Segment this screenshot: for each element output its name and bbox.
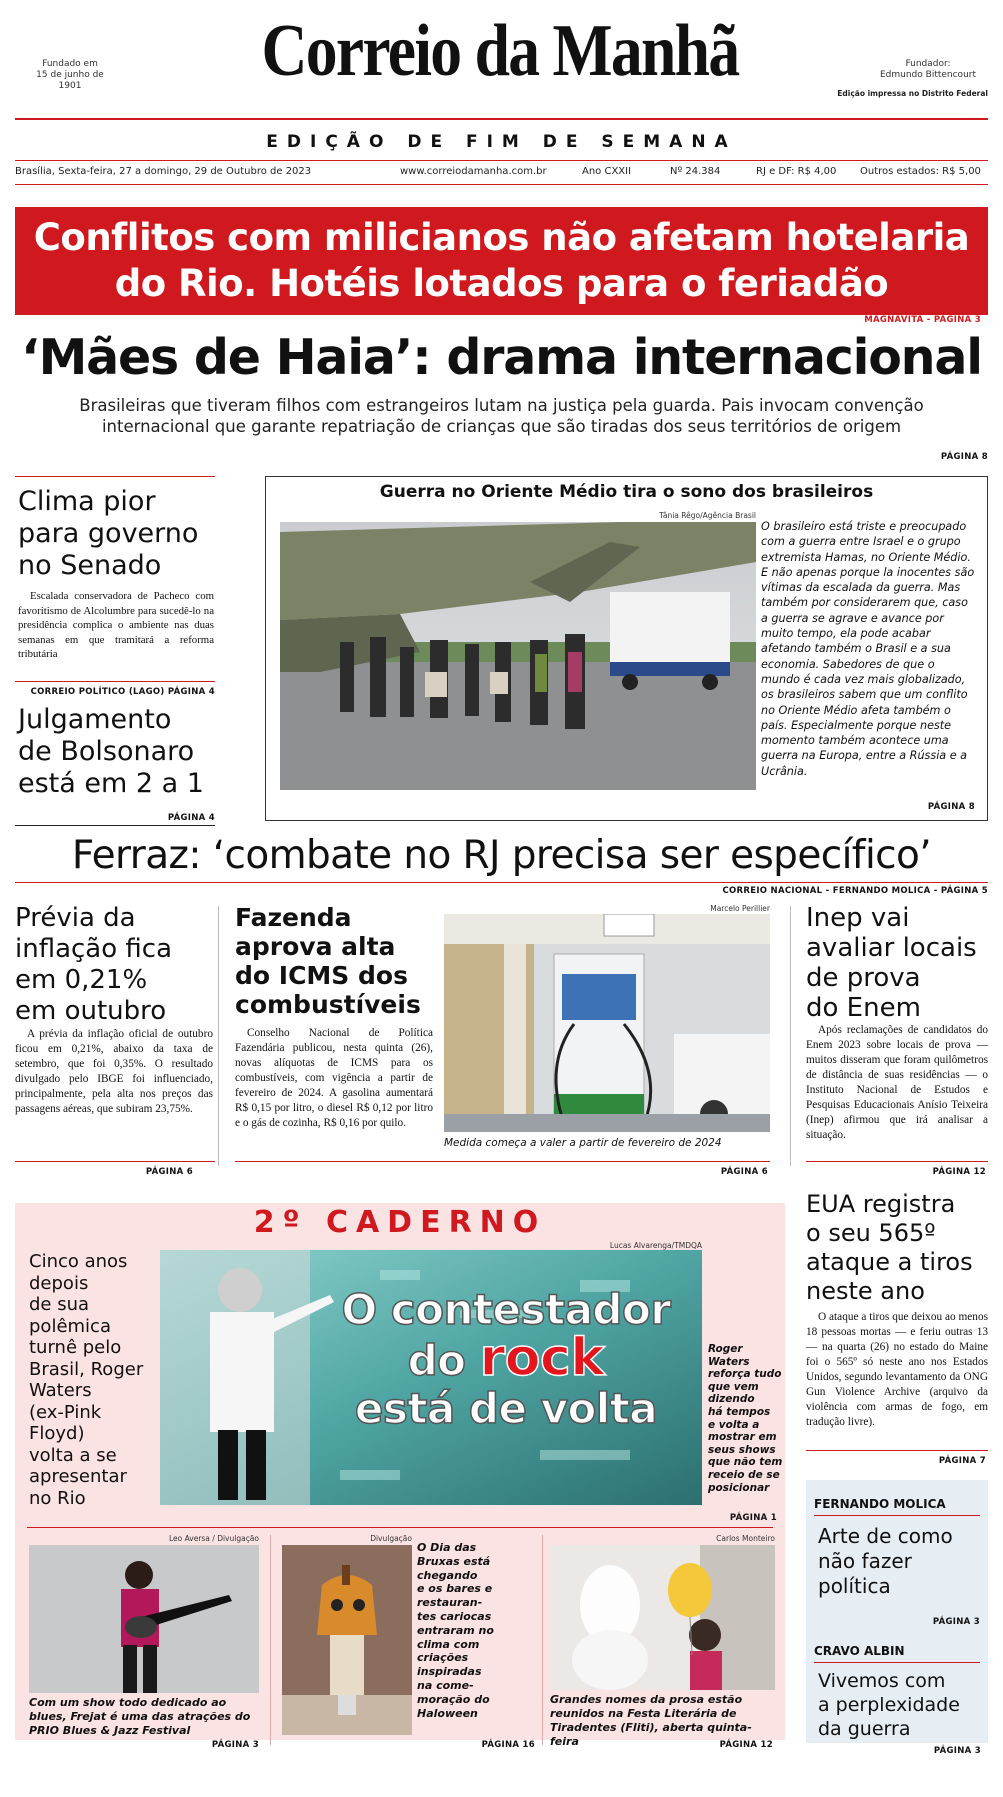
guerra-credit: Tânia Rêgo/Agência Brasil: [659, 511, 756, 520]
flit-credit: Carlos Monteiro: [716, 1534, 775, 1543]
caderno-box[interactable]: [15, 1203, 785, 1750]
clima-ref[interactable]: CORREIO POLÍTICO (LAGO) PÁGINA 4: [30, 687, 215, 697]
waters-overlay-title: O contestador do rock está de volta: [341, 1285, 671, 1433]
website-link[interactable]: www.correiodamanha.com.br: [400, 166, 547, 177]
waters-page[interactable]: PÁGINA 1: [729, 1513, 777, 1523]
fazenda-headline[interactable]: Fazenda aprova alta do ICMS dos combustíveis: [235, 903, 421, 1019]
printed-note: Edição impressa no Distrito Federal: [837, 89, 988, 98]
fazenda-photo: [444, 914, 770, 1132]
dateline-rule-top: [15, 160, 988, 161]
guerra-headline: Guerra no Oriente Médio tira o sono dos brasileiros: [379, 482, 874, 502]
ferraz-ref[interactable]: CORREIO NACIONAL - FERNANDO MOLICA - PÁGINA 5: [722, 886, 988, 896]
issue-number: Nº 24.384: [670, 166, 721, 177]
banner-ref[interactable]: MAGNAVITA - PÁGINA 3: [864, 315, 981, 325]
waters-photo: [160, 1250, 702, 1505]
halloween-photo: [282, 1545, 412, 1735]
edition-label: EDIÇÃO DE FIM DE SEMANA: [266, 132, 737, 152]
price-other: Outros estados: R$ 5,00: [860, 166, 981, 177]
caderno-credit: Lucas Alvarenga/TMDQA: [609, 1241, 702, 1250]
dateline: Brasília, Sexta-feira, 27 a domingo, 29 de Outubro de 2023: [15, 166, 312, 177]
dateline-bar: [15, 166, 988, 182]
albin-rule: [814, 1662, 980, 1663]
clima-body: Escalada conservadora de Pacheco com favoritismo de Alcolumbre para sucedê-lo na presidência complica o ambiente nas duas semanas em que tramitará a reforma tributária: [18, 590, 214, 660]
year: Ano CXXII: [582, 166, 632, 177]
fazenda-credit: Marcelo Perillier: [710, 904, 770, 913]
lead-headline[interactable]: ‘Mães de Haia’: drama internacional: [21, 329, 982, 386]
albin-page[interactable]: PÁGINA 3: [933, 1746, 981, 1756]
inep-headline[interactable]: Inep vai avaliar locais de prova do Enem: [806, 903, 977, 1023]
guitarist-photo-icon: [29, 1545, 259, 1693]
julgamento-page[interactable]: PÁGINA 4: [167, 813, 215, 823]
left-col-end-rule: [15, 825, 215, 826]
molica-title[interactable]: Arte de como não fazer política: [818, 1524, 953, 1598]
fazenda-page[interactable]: PÁGINA 6: [720, 1167, 768, 1177]
guerra-box[interactable]: [265, 476, 988, 821]
dateline-rule-bottom: [15, 184, 988, 185]
eua-body: O ataque a tiros que deixou ao menos 18 pessoas mortas — e feriu outras 13 — na quarta (26) no estado do Maine foi o 565º só neste ano nos Estados Unidos, segundo levantamento da ONG Gun Violence Archive (arquivo da violência com armas de fogo, em tradução livre).: [806, 1311, 988, 1428]
banner-box[interactable]: [15, 207, 988, 315]
clima-headline[interactable]: Clima pior para governo no Senado: [18, 486, 199, 581]
molica-page[interactable]: PÁGINA 3: [932, 1617, 980, 1627]
eua-headline[interactable]: EUA registra o seu 565º ataque a tiros neste ano: [806, 1190, 973, 1305]
pumpkin-drink-photo-icon: [282, 1545, 412, 1735]
price-local: RJ e DF: R$ 4,00: [756, 166, 837, 177]
banner-line-1: Conflitos com milicianos não afetam hotelaria: [33, 216, 970, 259]
flit-caption: Grandes nomes da prosa estão reunidos na Festa Literária de Tiradentes (Fliti), aberta quinta-feira: [550, 1693, 752, 1748]
molica-author: FERNANDO MOLICA: [814, 1497, 946, 1511]
frejat-caption: Com um show todo dedicado ao blues, Frejat é uma das atrações do PRIO Blues & Jazz Festival: [29, 1696, 251, 1737]
halloween-credit: Divulgação: [370, 1534, 412, 1543]
lead-deck: Brasileiras que tiveram filhos com estrangeiros lutam na justiça pela guarda. Pais invocam convenção internacional que garante repatriação de crianças que são tiradas dos seus territórios de origem: [79, 396, 924, 436]
caderno-divider-2: [542, 1535, 543, 1745]
masthead-title[interactable]: Correio da Manhã: [261, 10, 739, 92]
fazenda-rule: [235, 1161, 770, 1162]
guerra-page[interactable]: PÁGINA 8: [927, 802, 975, 812]
previa-headline[interactable]: Prévia da inflação fica em 0,21% em outubro: [15, 903, 173, 1026]
ferraz-headline[interactable]: Ferraz: ‘combate no RJ precisa ser específico’: [71, 833, 932, 878]
guerra-photo: [280, 522, 756, 790]
banner-line-2: do Rio. Hotéis lotados para o feriadão: [114, 262, 889, 305]
frejat-page[interactable]: PÁGINA 3: [211, 1740, 259, 1750]
molica-rule: [814, 1515, 980, 1516]
flit-photo: [550, 1545, 775, 1690]
waters-side-caption: Roger Waters reforça tudo que vem dizendo há tempos e volta a mostrar em seus shows que não tem receio de se posicionar: [708, 1343, 783, 1494]
clima-ref-rule: [15, 681, 215, 682]
inep-rule: [806, 1161, 988, 1162]
col-divider-2: [790, 906, 791, 1166]
caderno-divider-1: [270, 1535, 271, 1745]
inep-page[interactable]: PÁGINA 12: [932, 1167, 986, 1177]
albin-title[interactable]: Vivemos com a perplexidade da guerra: [818, 1670, 960, 1740]
founder-note: Fundador: Edmundo Bittencourt: [879, 59, 977, 80]
fazenda-body: Conselho Nacional de Política Fazendária publicou, nesta quinta (26), novas alíquotas de ICMS para os combustíveis, com vigência a partir de fevereiro de 2024. A gasolina aumentará R$ 0,15 por litro, o diesel R$ 0,12 por litro e o gás de cozinha, R$ 0,16 por quilo.: [235, 1027, 433, 1129]
lead-page[interactable]: PÁGINA 8: [940, 452, 988, 462]
fazenda-caption: Medida começa a valer a partir de fevereiro de 2024: [444, 1137, 722, 1149]
masthead-rule: [15, 118, 988, 120]
julgamento-headline[interactable]: Julgamento de Bolsonaro está em 2 a 1: [18, 704, 204, 799]
eua-rule: [806, 1450, 988, 1451]
clima-rule: [15, 476, 215, 477]
ferraz-rule: [15, 882, 988, 883]
flit-page[interactable]: PÁGINA 12: [719, 1740, 773, 1750]
frejat-photo: [29, 1545, 259, 1693]
albin-author: CRAVO ALBIN: [814, 1644, 905, 1658]
fuel-pump-photo-icon: [444, 914, 770, 1132]
previa-page[interactable]: PÁGINA 6: [145, 1167, 193, 1177]
founded-note: Fundado em 15 de junho de 1901: [36, 59, 104, 91]
eua-page[interactable]: PÁGINA 7: [938, 1456, 986, 1466]
previa-rule: [15, 1161, 215, 1162]
halloween-caption: O Dia das Bruxas está chegando e os bares e restauran- tes cariocas entraram no clima com criações inspiradas na come- moração do Haloween: [417, 1541, 494, 1720]
guerra-text: O brasileiro está triste e preocupado com a guerra entre Israel e o grupo extremista Hamas, no Oriente Médio. E não apenas porque la inocentes são vítimas da escalada da guerra. Mas também por considerarem que, caso a guerra se agrave e avance por muito tempo, ela pode acabar afetando também o Brasil e a sua economia. Sabedores de que o mundo é cada vez mais globalizado, os brasileiros sabem que um conflito no Oriente Médio afeta também o país. Especialmente porque neste momento também acontece uma guerra na Europa, entre a Rússia e a Ucrânia.: [761, 520, 975, 778]
col-divider-1: [218, 906, 219, 1166]
caderno-intro: Cinco anos depois de sua polêmica turnê pelo Brasil, Roger Waters (ex-Pink Floyd) volta a se apresentar no Rio: [29, 1251, 144, 1509]
festival-photo-icon: [550, 1545, 775, 1690]
previa-body: A prévia da inflação oficial de outubro ficou em 0,21%, abaixo da taxa de setembro, que foi 0,35%. O resultado divulgado pelo IBGE foi influenciado, principalmente, pela alta nos preços das passagens aéreas, que subiram 23,75%.: [15, 1028, 213, 1115]
inep-body: Após reclamações de candidatos do Enem 2023 sobre locais de prova — muitos disseram que foram quilômetros de distância de suas residências — o Instituto Nacional de Estudos e Pesquisas Educacionais Anísio Teixeira (Inep) afirmou que irá analisar a situação.: [806, 1024, 988, 1141]
caderno-inner-rule: [27, 1527, 773, 1528]
frejat-credit: Leo Aversa / Divulgação: [168, 1534, 259, 1543]
airport-photo-icon: [280, 522, 756, 790]
caderno-title: 2º CADERNO: [253, 1205, 547, 1240]
halloween-page[interactable]: PÁGINA 16: [481, 1740, 535, 1750]
columnist-box: [806, 1480, 988, 1743]
